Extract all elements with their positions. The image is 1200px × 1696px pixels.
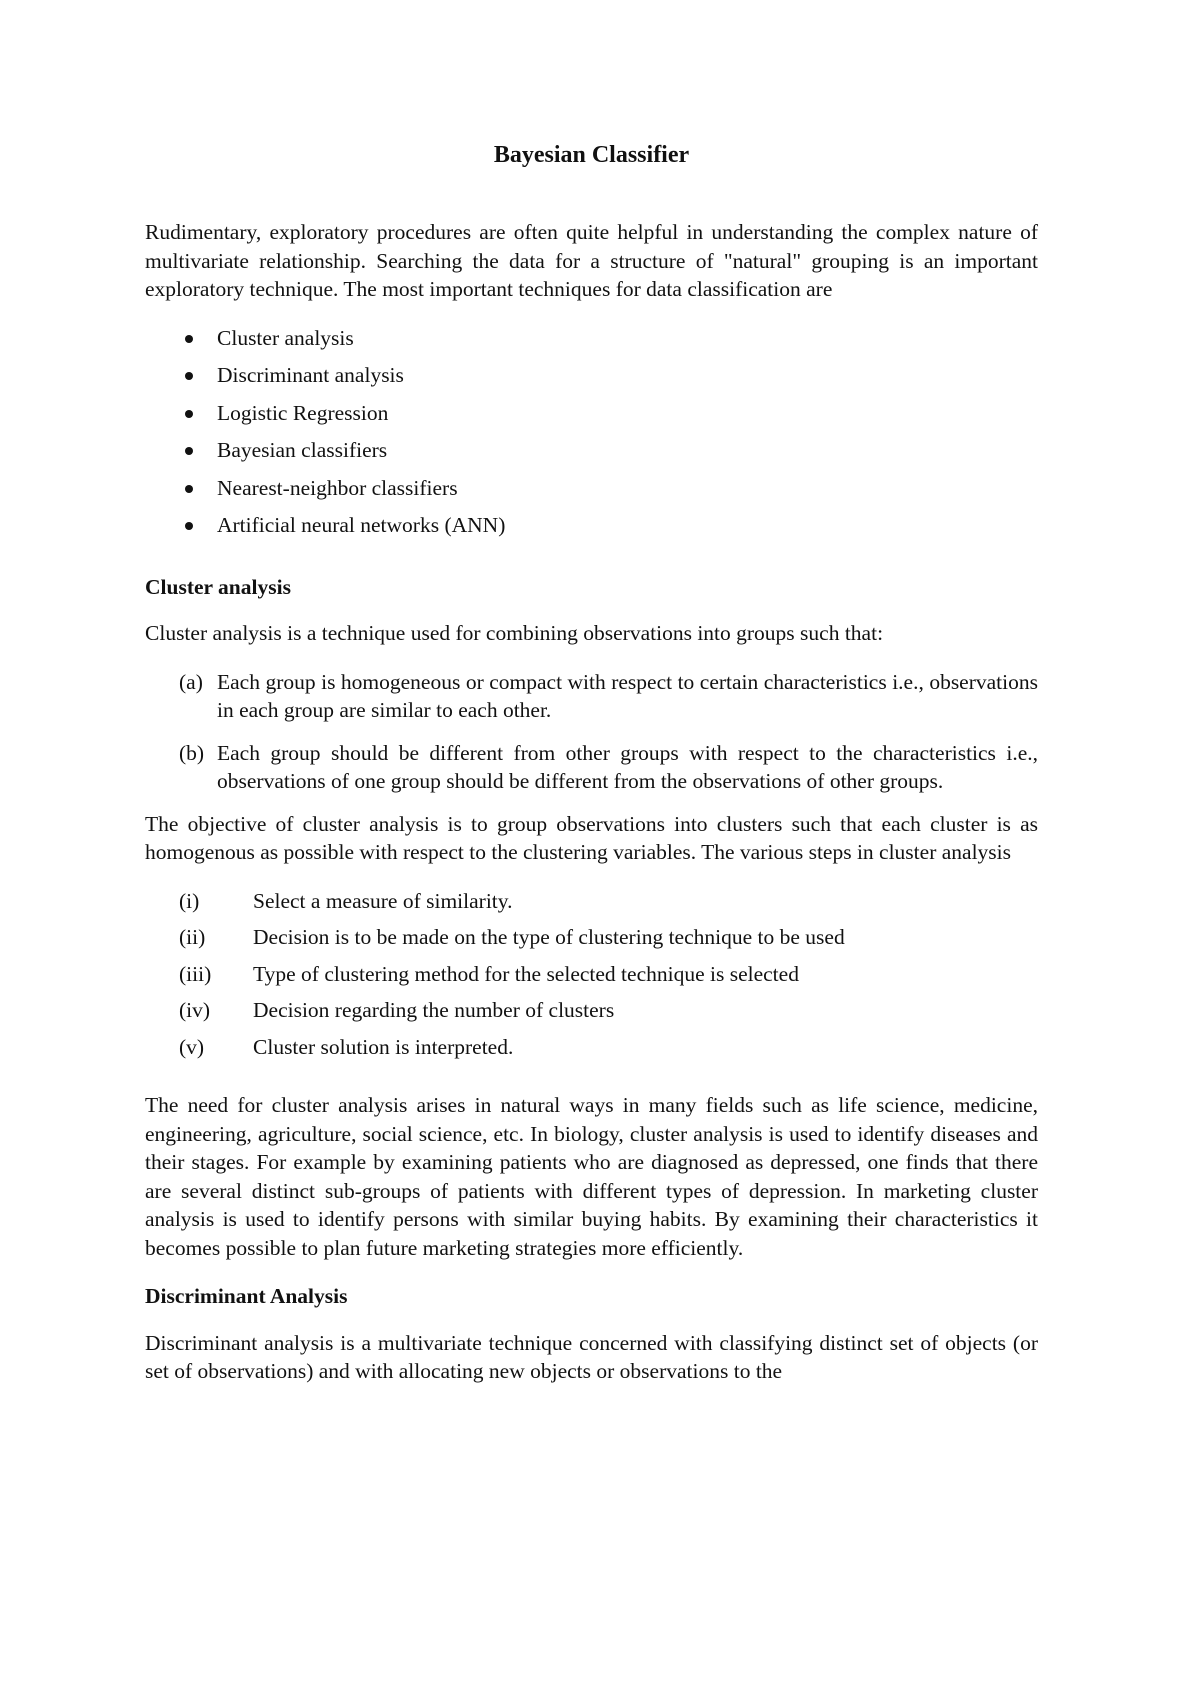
- list-item: (ii) Decision is to be made on the type of clustering technique to be used: [179, 925, 845, 949]
- list-item: Bayesian classifiers: [145, 436, 1038, 474]
- page-title: Bayesian Classifier: [493, 142, 690, 168]
- cluster-steps-list: [145, 887, 1038, 1070]
- bullet-icon: [185, 447, 193, 455]
- list-item: (a) Each group is homogeneous or compact with respect to certain characteristics i.e., observations in each group are similar to each other.: [179, 669, 1038, 722]
- discriminant-definition: Discriminant analysis is a multivariate technique concerned with classifying distinct set of objects (or set of observations) and with allocating new objects or observations to the: [145, 1330, 1038, 1383]
- bullet-icon: [185, 485, 193, 493]
- list-item: (b) Each group should be different from other groups with respect to the characteristics i.e., observations of one group should be different from the observations of other groups.: [179, 740, 1038, 793]
- cluster-objective-paragraph: The objective of cluster analysis is to group observations into clusters such that each cluster is as homogenous as possible with respect to the clustering variables. The various steps in cluster analysis: [145, 811, 1038, 864]
- discriminant-analysis-heading: Discriminant Analysis: [145, 1284, 348, 1308]
- list-item: (v) Cluster solution is interpreted.: [179, 1034, 514, 1059]
- list-item: (iii) Type of clustering method for the selected technique is selected: [179, 961, 799, 986]
- list-item: Artificial neural networks (ANN): [145, 511, 1038, 549]
- list-item: Logistic Regression: [145, 399, 1038, 437]
- cluster-conditions-list: [145, 668, 1038, 796]
- bullet-icon: [185, 372, 193, 380]
- list-item: Discriminant analysis: [145, 361, 1038, 399]
- bullet-icon: [185, 410, 193, 418]
- bullet-icon: [185, 522, 193, 530]
- cluster-definition: Cluster analysis is a technique used for combining observations into groups such that:: [145, 621, 884, 645]
- cluster-need-paragraph: The need for cluster analysis arises in natural ways in many fields such as life science, medicine, engineering, agriculture, social science, etc. In biology, cluster analysis is used to identify diseases and their stages. For example by examining patients who are diagnosed as depressed, one finds that there are several distinct sub-groups of patients with different types of depression. In marketing cluster analysis is used to identify persons with similar buying habits. By examining their characteristics it becomes possible to plan future marketing strategies more efficiently.: [145, 1093, 1038, 1260]
- techniques-list: [145, 324, 1038, 549]
- bullet-icon: [185, 335, 193, 343]
- document-body: [145, 140, 1038, 1386]
- cluster-analysis-heading: Cluster analysis: [145, 574, 291, 599]
- list-item: Nearest-neighbor classifiers: [145, 474, 1038, 512]
- list-item: (iv) Decision regarding the number of clusters: [179, 998, 615, 1022]
- list-item: Cluster analysis: [145, 324, 1038, 362]
- intro-paragraph: Rudimentary, exploratory procedures are often quite helpful in understanding the complex nature of multivariate relationship. Searching the data for a structure of "natural" grouping is an important exploratory technique. The most important techniques for data classification are: [145, 220, 1038, 301]
- list-item: (i) Select a measure of similarity.: [179, 888, 513, 913]
